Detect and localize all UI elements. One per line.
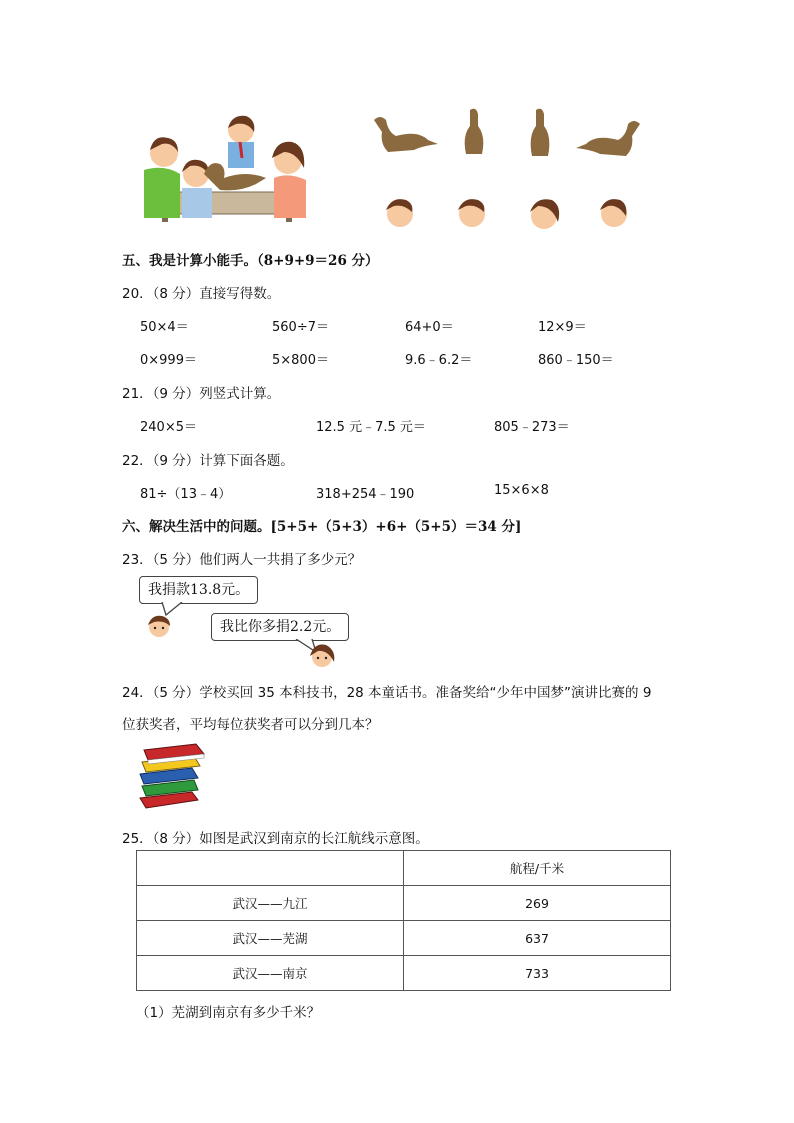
q23-title: 23．（5 分）他们两人一共捐了多少元？: [122, 552, 362, 568]
q20-item: 64+0＝: [405, 320, 454, 335]
kids-table-illustration: [136, 108, 316, 224]
books-stack-icon: [136, 742, 208, 812]
table-cell-route: 武汉——芜湖: [137, 921, 404, 956]
section-6-title: 六、解决生活中的问题。[5+5+（5+3）+6+（5+5）＝34 分]: [122, 519, 522, 535]
boy-face-icon: [144, 612, 174, 638]
table-cell-route: 武汉——九江: [137, 886, 404, 921]
q22-item: 81÷（13﹣4）: [140, 487, 232, 502]
table-cell-distance: 637: [404, 921, 671, 956]
table-cell-distance: 269: [404, 886, 671, 921]
dinosaur-front: [531, 109, 550, 156]
section-5-title: 五、我是计算小能手。（8+9+9＝26 分）: [122, 253, 379, 269]
table-row: [137, 921, 671, 956]
q21-item: 805﹣273＝: [494, 420, 570, 435]
q21-title: 21．（9 分）列竖式计算。: [122, 386, 281, 402]
q20-item: 12×9＝: [538, 320, 587, 335]
q21-item: 240×5＝: [140, 420, 197, 435]
boy-blue-figure: [228, 116, 254, 168]
q24-line1: 24．（5 分）学校买回 35 本科技书，28 本童话书。准备奖给“少年中国梦”演讲比赛的 9: [122, 685, 652, 701]
route-table: [136, 850, 671, 991]
face-boy-2: [458, 199, 485, 227]
q20-item: 560÷7＝: [272, 320, 329, 335]
table-header-cell: [137, 851, 404, 886]
face-girl: [530, 199, 559, 229]
q22-item: 15×6×8: [494, 483, 549, 498]
q22-item: 318+254﹣190: [316, 487, 415, 502]
table-row: [137, 886, 671, 921]
q22-title: 22．（9 分）计算下面各题。: [122, 453, 294, 469]
q20-item: 5×800＝: [272, 353, 329, 368]
q25-title: 25．（8 分）如图是武汉到南京的长江航线示意图。: [122, 831, 429, 847]
q20-item: 0×999＝: [140, 353, 197, 368]
face-boy-1: [386, 199, 413, 227]
table-header-cell: 航程/千米: [404, 851, 671, 886]
q20-item: 9.6﹣6.2＝: [405, 353, 473, 368]
dinosaur-side-right: [576, 121, 640, 156]
table-header-row: [137, 851, 671, 886]
q20-item: 860﹣150＝: [538, 353, 614, 368]
q24-line2: 位获奖者，平均每位获奖者可以分到几本？: [122, 717, 379, 733]
table-cell-distance: 733: [404, 956, 671, 991]
speech-bubble-girl: 我比你多捐2.2元。: [211, 613, 349, 641]
dinosaur-views-illustration: [366, 106, 650, 234]
boy-green-figure: [144, 137, 180, 218]
table-cell-route: 武汉——南京: [137, 956, 404, 991]
table-row: [137, 956, 671, 991]
q20-title: 20．（8 分）直接写得数。: [122, 286, 281, 302]
girl-face-icon: [306, 642, 338, 668]
q25-subquestion-1: （1）芜湖到南京有多少千米？: [136, 1005, 321, 1021]
q21-item: 12.5 元﹣7.5 元＝: [316, 420, 426, 435]
q20-item: 50×4＝: [140, 320, 189, 335]
girl-figure: [272, 142, 306, 218]
dinosaur-side-left: [374, 117, 438, 152]
speech-bubble-boy: 我捐款13.8元。: [139, 576, 258, 604]
dinosaur-back: [465, 109, 484, 154]
face-boy-3: [600, 199, 627, 227]
